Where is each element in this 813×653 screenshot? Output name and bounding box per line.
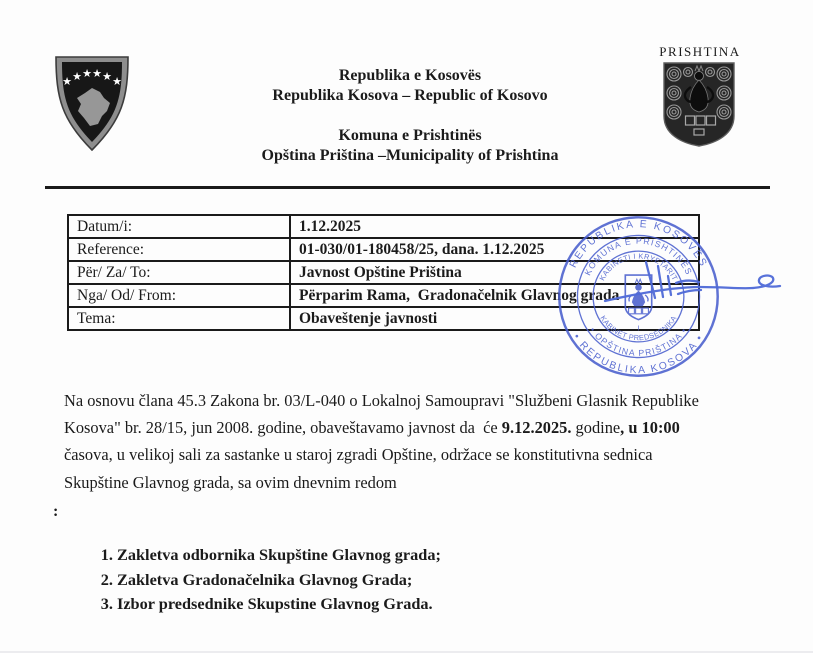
paragraph-line: časova, u velikoj sali za sastanke u staroj zgradi Opštine, održace se konstitutivna sednica — [64, 445, 653, 465]
stamp-text-inner-top: KABINETI I KRYETARIT — [597, 251, 680, 283]
svg-text:★: ★ — [62, 75, 72, 88]
meta-label: Për/ Za/ To: — [68, 261, 290, 284]
meta-label: Tema: — [68, 307, 290, 330]
subtitle-line-sq: Komuna e Prishtinës — [338, 127, 482, 144]
svg-text:★: ★ — [82, 67, 92, 80]
svg-text:★: ★ — [102, 70, 112, 83]
title-line-sq: Republika e Kosovës — [338, 67, 482, 84]
stamp-text-middle-top: KOMUNA E PRISHTINËS — [582, 235, 695, 277]
stamp-text-outer-bottom: • REPUBLIKA KOSOVA • — [570, 332, 707, 377]
subtitle-line-en: Opština Priština –Municipality of Prishtina — [261, 147, 559, 164]
stamp-center-mark: I — [637, 323, 640, 333]
meta-label: Nga/ Od/ From: — [68, 284, 290, 307]
svg-text:★: ★ — [92, 67, 102, 80]
paragraph-line: Skupštine Glavnog grada, sa ovim dnevnim redom — [64, 472, 397, 492]
meta-value: Obaveštenje javnosti — [290, 307, 699, 330]
stamp-text-outer-top: REPUBLIKA E KOSOVËS — [567, 219, 710, 270]
prishtina-emblem-label: PRISHTINA — [659, 44, 741, 59]
agenda-list — [85, 543, 441, 617]
agenda-item: 2. Zakletva Gradonačelnika Glavnog Grada; — [117, 568, 441, 593]
stamp-text-inner-bottom: KABINET PREDSEDNIKA — [598, 313, 679, 343]
kosovo-coat-of-arms-icon — [52, 54, 132, 154]
svg-text:★: ★ — [72, 70, 82, 83]
meta-label: Reference: — [68, 238, 290, 261]
agenda-item: 3. Izbor predsednike Skupstine Glavnog Grada. — [117, 592, 441, 617]
signature — [530, 225, 813, 345]
meta-value: 01-030/01-180458/25, dana. 1.12.2025 — [290, 238, 699, 261]
agenda-item: 1. Zakletva odbornika Skupštine Glavnog grada; — [117, 543, 441, 568]
prishtina-emblem-icon — [661, 60, 737, 148]
paragraph-line: Kosova" br. 28/15, jun 2008. godine, obaveštavamo javnost da će 9.12.2025. godine, u 10:00 — [64, 418, 680, 438]
header-divider — [45, 186, 770, 189]
paragraph-line: Na osnovu člana 45.3 Zakona br. 03/L-040 o Lokalnoj Samoupravi "Službeni Glasnik Republike — [64, 391, 699, 410]
meta-value: 1.12.2025 — [290, 215, 699, 238]
stray-colon: : — [53, 503, 59, 520]
title-line-en: Republika Kosova – Republic of Kosovo — [272, 87, 548, 104]
svg-text:★: ★ — [112, 75, 122, 88]
header-titles — [200, 66, 620, 166]
meta-label: Datum/i: — [68, 215, 290, 238]
stamp-text-middle-bottom: • OPŠTINA PRIŠTINA • — [587, 325, 690, 358]
meta-value: Përparim Rama, Gradonačelnik Glavnog grada — [290, 284, 699, 307]
meta-value: Javnost Opštine Priština — [290, 261, 699, 284]
body-paragraph — [64, 387, 699, 496]
